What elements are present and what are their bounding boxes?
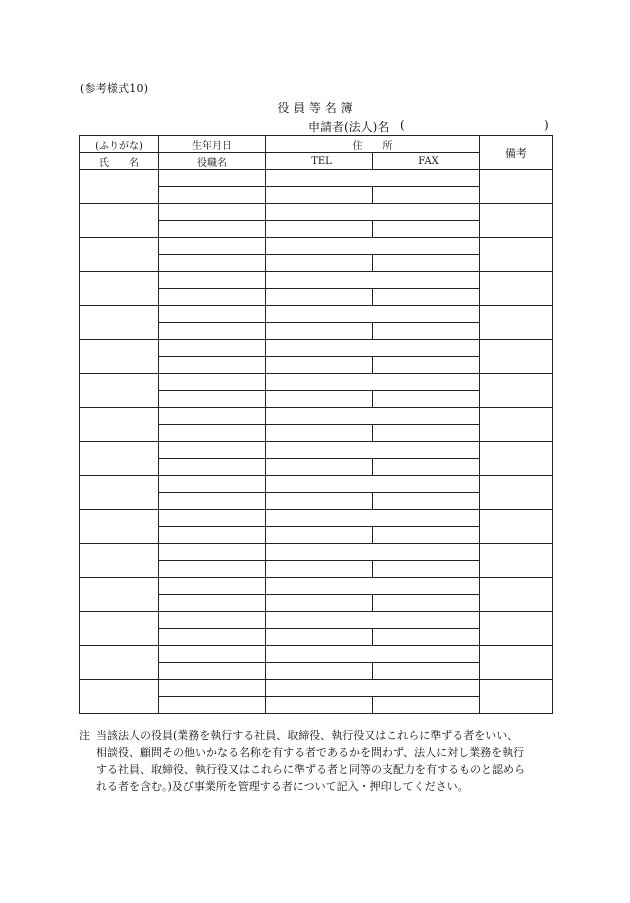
entry-row-top — [80, 306, 553, 323]
address-cell[interactable] — [266, 680, 480, 697]
note-line: する社員、取締役、執行役又はこれらに準ずる者と同等の支配力を有するものと認めら — [96, 763, 525, 776]
tel-cell[interactable] — [266, 561, 373, 578]
position-cell[interactable] — [159, 527, 266, 544]
birth-date-cell[interactable] — [159, 612, 266, 629]
remarks-header: 備考 — [480, 136, 553, 170]
fax-cell[interactable] — [373, 323, 480, 340]
fax-cell[interactable] — [373, 255, 480, 272]
address-cell[interactable] — [266, 408, 480, 425]
remarks-cell[interactable] — [480, 646, 553, 680]
position-cell[interactable] — [159, 595, 266, 612]
remarks-cell[interactable] — [480, 204, 553, 238]
entry-row-top — [80, 238, 553, 255]
position-cell[interactable] — [159, 391, 266, 408]
position-cell[interactable] — [159, 323, 266, 340]
tel-cell[interactable] — [266, 187, 373, 204]
position-cell[interactable] — [159, 425, 266, 442]
birth-date-cell[interactable] — [159, 170, 266, 187]
name-cell[interactable] — [80, 544, 159, 578]
name-cell[interactable] — [80, 476, 159, 510]
remarks-cell[interactable] — [480, 476, 553, 510]
address-cell[interactable] — [266, 170, 480, 187]
name-cell[interactable] — [80, 340, 159, 374]
fax-cell[interactable] — [373, 697, 480, 714]
address-cell[interactable] — [266, 204, 480, 221]
note-line: 当該法人の役員(業務を執行する社員、取締役、執行役又はこれらに準ずる者をいい、 — [96, 729, 519, 742]
name-cell[interactable] — [80, 612, 159, 646]
name-cell[interactable] — [80, 374, 159, 408]
fax-cell[interactable] — [373, 663, 480, 680]
tel-cell[interactable] — [266, 697, 373, 714]
fax-cell[interactable] — [373, 187, 480, 204]
address-header: 住 所 — [266, 136, 480, 153]
note-line: れる者を含む。)及び事業所を管理する者について記入・押印してください。 — [96, 780, 469, 793]
position-cell[interactable] — [159, 289, 266, 306]
tel-cell[interactable] — [266, 663, 373, 680]
fax-header: FAX — [373, 153, 480, 170]
address-cell[interactable] — [266, 544, 480, 561]
remarks-cell[interactable] — [480, 170, 553, 204]
fax-cell[interactable] — [373, 357, 480, 374]
birth-date-cell[interactable] — [159, 544, 266, 561]
fax-cell[interactable] — [373, 561, 480, 578]
entry-row-top — [80, 646, 553, 663]
position-cell[interactable] — [159, 493, 266, 510]
birth-date-cell[interactable] — [159, 476, 266, 493]
fax-cell[interactable] — [373, 595, 480, 612]
birth-date-cell[interactable] — [159, 646, 266, 663]
form-label: (参考様式10) — [80, 82, 149, 95]
name-cell[interactable] — [80, 306, 159, 340]
address-cell[interactable] — [266, 272, 480, 289]
tel-cell[interactable] — [266, 629, 373, 646]
entry-row-top — [80, 612, 553, 629]
remarks-cell[interactable] — [480, 272, 553, 306]
applicant-name-label: 申請者(法人)名 — [308, 120, 390, 134]
birth-date-header: 生年月日 — [159, 136, 266, 153]
entry-row-top — [80, 442, 553, 459]
birth-date-cell[interactable] — [159, 578, 266, 595]
tel-cell[interactable] — [266, 255, 373, 272]
tel-cell[interactable] — [266, 221, 373, 238]
birth-date-cell[interactable] — [159, 340, 266, 357]
name-header: 氏 名 — [80, 153, 159, 170]
address-cell[interactable] — [266, 578, 480, 595]
fax-cell[interactable] — [373, 289, 480, 306]
entry-row-top — [80, 374, 553, 391]
tel-header: TEL — [266, 153, 373, 170]
address-cell[interactable] — [266, 612, 480, 629]
birth-date-cell[interactable] — [159, 408, 266, 425]
remarks-cell[interactable] — [480, 612, 553, 646]
address-cell[interactable] — [266, 646, 480, 663]
birth-date-cell[interactable] — [159, 680, 266, 697]
note-text — [96, 727, 558, 795]
note-line: 相談役、顧問その他いかなる名称を有する者であるかを問わず、法人に対し業務を執行 — [96, 746, 525, 759]
tel-cell[interactable] — [266, 357, 373, 374]
position-header: 役職名 — [159, 153, 266, 170]
address-cell[interactable] — [266, 340, 480, 357]
furigana-header: (ふりがな) — [80, 136, 159, 153]
fax-cell[interactable] — [373, 459, 480, 476]
remarks-cell[interactable] — [480, 578, 553, 612]
tel-cell[interactable] — [266, 391, 373, 408]
name-cell[interactable] — [80, 408, 159, 442]
position-cell[interactable] — [159, 697, 266, 714]
name-cell[interactable] — [80, 170, 159, 204]
position-cell[interactable] — [159, 459, 266, 476]
name-cell[interactable] — [80, 204, 159, 238]
note-mark: 注 — [79, 729, 90, 742]
entry-row-top — [80, 476, 553, 493]
birth-date-cell[interactable] — [159, 272, 266, 289]
address-cell[interactable] — [266, 442, 480, 459]
remarks-cell[interactable] — [480, 238, 553, 272]
fax-cell[interactable] — [373, 425, 480, 442]
remarks-cell[interactable] — [480, 374, 553, 408]
position-cell[interactable] — [159, 255, 266, 272]
birth-date-cell[interactable] — [159, 238, 266, 255]
header-row-1 — [80, 136, 553, 153]
fax-cell[interactable] — [373, 221, 480, 238]
tel-cell[interactable] — [266, 289, 373, 306]
tel-cell[interactable] — [266, 595, 373, 612]
entry-row-top — [80, 272, 553, 289]
position-cell[interactable] — [159, 357, 266, 374]
remarks-cell[interactable] — [480, 306, 553, 340]
entry-row-top — [80, 544, 553, 561]
remarks-cell[interactable] — [480, 544, 553, 578]
birth-date-cell[interactable] — [159, 442, 266, 459]
remarks-cell[interactable] — [480, 442, 553, 476]
name-cell[interactable] — [80, 646, 159, 680]
entry-row-top — [80, 340, 553, 357]
name-cell[interactable] — [80, 238, 159, 272]
birth-date-cell[interactable] — [159, 510, 266, 527]
address-cell[interactable] — [266, 476, 480, 493]
name-cell[interactable] — [80, 680, 159, 714]
entry-row-top — [80, 680, 553, 697]
fax-cell[interactable] — [373, 493, 480, 510]
address-cell[interactable] — [266, 510, 480, 527]
birth-date-cell[interactable] — [159, 374, 266, 391]
address-cell[interactable] — [266, 238, 480, 255]
entry-row-top — [80, 204, 553, 221]
remarks-cell[interactable] — [480, 680, 553, 714]
position-cell[interactable] — [159, 629, 266, 646]
position-cell[interactable] — [159, 221, 266, 238]
birth-date-cell[interactable] — [159, 204, 266, 221]
remarks-cell[interactable] — [480, 408, 553, 442]
officer-roster-table — [79, 135, 553, 714]
applicant-open-paren: ( — [400, 118, 405, 132]
fax-cell[interactable] — [373, 391, 480, 408]
name-cell[interactable] — [80, 578, 159, 612]
remarks-cell[interactable] — [480, 510, 553, 544]
name-cell[interactable] — [80, 510, 159, 544]
address-cell[interactable] — [266, 374, 480, 391]
position-cell[interactable] — [159, 561, 266, 578]
tel-cell[interactable] — [266, 493, 373, 510]
applicant-close-paren: ) — [544, 118, 549, 132]
remarks-cell[interactable] — [480, 340, 553, 374]
fax-cell[interactable] — [373, 527, 480, 544]
entry-row-top — [80, 170, 553, 187]
tel-cell[interactable] — [266, 459, 373, 476]
fax-cell[interactable] — [373, 629, 480, 646]
entry-row-top — [80, 408, 553, 425]
address-cell[interactable] — [266, 306, 480, 323]
birth-date-cell[interactable] — [159, 306, 266, 323]
entry-row-top — [80, 578, 553, 595]
tel-cell[interactable] — [266, 323, 373, 340]
applicant-name-row — [308, 118, 553, 134]
tel-cell[interactable] — [266, 527, 373, 544]
name-cell[interactable] — [80, 272, 159, 306]
tel-cell[interactable] — [266, 425, 373, 442]
name-cell[interactable] — [80, 442, 159, 476]
document-title: 役 員 等 名 簿 — [277, 101, 353, 115]
entry-row-top — [80, 510, 553, 527]
position-cell[interactable] — [159, 187, 266, 204]
position-cell[interactable] — [159, 663, 266, 680]
